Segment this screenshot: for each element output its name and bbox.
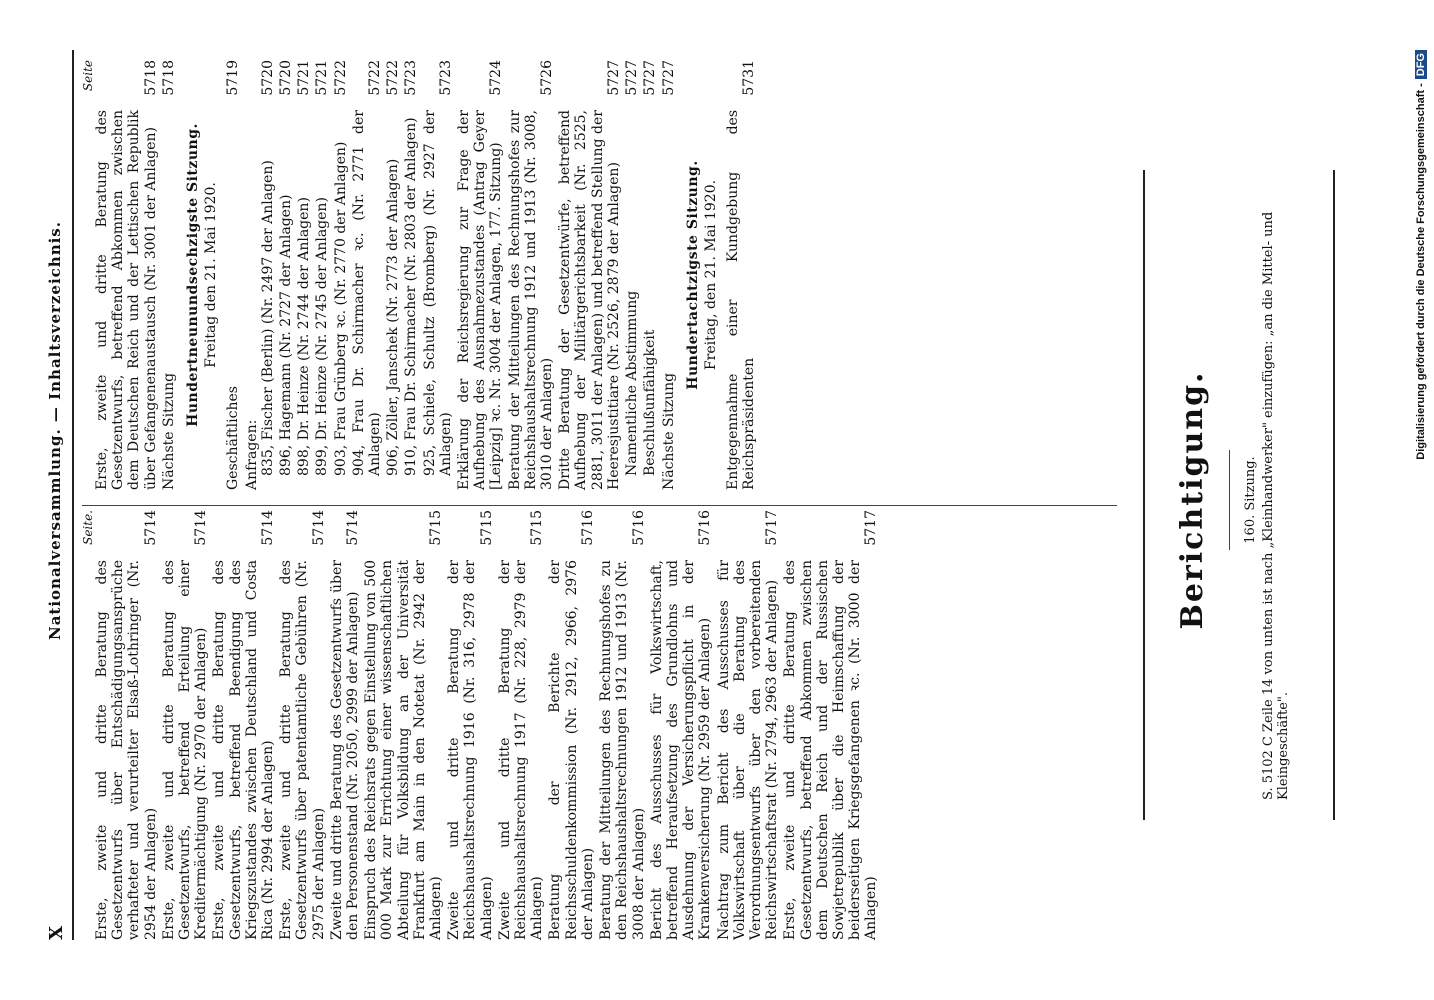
entry-text: Erste, zweite und dritte Beratung des Gesetzentwurfs, betreffend Abkommen zwischen dem Deutschen Reich und der Russischen Sowjetrepublik über die Heimschaffung der beiderseitigen Kriegsgefangenen ꝛc. (Nr. 3000 der Anlagen) — [782, 560, 880, 940]
entry-text: 904, Frau Dr. Schirmacher ꝛc. (Nr. 2771 der Anlagen) — [350, 110, 384, 476]
anfragen-label: Anfragen: — [243, 419, 260, 490]
entry-text: Erste, zweite und dritte Beratung des Gesetzentwurfs über patentamtliche Gebühren (Nr. 2975 der Anlagen) — [278, 560, 327, 940]
berichtigung-note: S. 5102 C Zeile 14 von unten ist nach „Kleinhandwerker" einzufügen: „an die Mittel- und Kleingeschäfte". — [1261, 211, 1291, 800]
entry-text: 903, Frau Grünberg ꝛc. (Nr. 2770 der Anlagen) — [332, 141, 349, 476]
entry-page: 5721 — [314, 60, 331, 96]
entry-page: 5731 — [741, 60, 758, 96]
session-169-heading: Hundertneunundsechzigste Sitzung. — [185, 123, 202, 427]
toc-entry — [497, 510, 546, 940]
entry-text: Nächste Sitzung — [160, 372, 177, 490]
entry-text: 898, Dr. Heinze (Nr. 2744 der Anlagen) — [296, 197, 313, 476]
toc-entry — [422, 60, 454, 490]
left-entries — [94, 510, 880, 940]
entry-page: 5714 — [142, 510, 159, 546]
session-169-date: Freitag den 21. Mai 1920. — [203, 182, 220, 368]
toc-entry — [363, 510, 444, 940]
right-column — [80, 60, 1120, 490]
left-column — [80, 510, 1120, 940]
entry-text: Zweite und dritte Beratung der Reichshaushaltsrechnung 1916 (Nr. 316, 2978 der Anlagen) — [446, 560, 495, 940]
entry-page: 5720 — [259, 60, 276, 96]
entry-page: 5716 — [579, 510, 596, 546]
entry-text: Zweite und dritte Beratung des Gesetzentwurfs über den Personenstand (Nr. 2050, 2999 der Anlagen) — [328, 560, 362, 940]
toc-entry — [403, 60, 419, 490]
entry-text: Dritte Beratung der Gesetzentwürfe, betreffend Aufhebung der Militärgerichtsbarkeit (Nr. 2525, 2881, 3011 der Anlagen) und betreffend Stellung der Heeresjustitiare (Nr. 2526, 2879 der Anlagen) — [557, 110, 622, 490]
entry-page: 5714 — [193, 510, 210, 546]
entry-page: 5726 — [539, 60, 556, 96]
entry-page: 5716 — [630, 510, 647, 546]
entry-text: Nachtrag zum Bericht des Ausschusses für Volkswirtschaft über die Beratung des Verordnungsentwurfs über den vorbereitenden Reichswirtschaftsrat (Nr. 2794, 2963 der Anlagen) — [715, 560, 781, 940]
page-number: X — [46, 926, 67, 940]
toc-entry — [161, 60, 177, 490]
seite-label-right: Seite — [81, 60, 95, 92]
entry-page: 5722 — [332, 60, 349, 96]
toc-entry — [716, 510, 781, 940]
entry-text: Erste, zweite und dritte Beratung des Gesetzentwurfs, betreffend Erteilung einer Kreditermächtigung (Nr. 2970 der Anlagen) — [160, 560, 210, 940]
entry-page: 5727 — [660, 60, 677, 96]
entry-page: 5716 — [697, 510, 714, 546]
entry-text: Erklärung der Reichsregierung zur Frage der Aufhebung des Ausnahmezustandes (Antrag Geyer [Leipzig] ꝛc. Nr. 3004 der Anlagen, 177. Sitzung) — [456, 110, 505, 490]
entry-text: 899, Dr. Heinze (Nr. 2745 der Anlagen) — [314, 197, 331, 476]
running-title: Nationalversammlung. — Inhaltsverzeichnis. — [46, 221, 64, 640]
entry-text: Nächste Sitzung — [660, 372, 677, 490]
entry-page: 5715 — [428, 510, 445, 546]
entry-page: 5723 — [403, 60, 420, 96]
right-top-entries — [94, 60, 177, 490]
berichtigung-rule-top — [1143, 170, 1145, 820]
entry-text: Geschäftliches — [225, 386, 242, 490]
toc-entry — [333, 60, 349, 490]
berichtigung-sitzung: 160. Sitzung. — [1243, 456, 1258, 544]
session-180-date: Freitag, den 21. Mai 1920. — [702, 179, 719, 371]
entry-text: 910, Frau Dr. Schirmacher (Nr. 2803 der Anlagen) — [403, 117, 420, 476]
toc-entry — [278, 510, 327, 940]
berichtigung-rule-mid — [1229, 450, 1230, 550]
toc-entry — [296, 60, 312, 490]
session-180-heading: Hundertachtzigste Sitzung. — [684, 160, 701, 390]
toc-entry — [260, 60, 276, 490]
toc-entry — [314, 60, 330, 490]
entry-page: 5727 — [605, 60, 622, 96]
entry-text: Namentliche Abstimmung — [624, 290, 641, 476]
toc-entry — [547, 510, 596, 940]
entry-text: Zweite und dritte Beratung der Reichshaushaltsrechnung 1917 (Nr. 228, 2979 der Anlagen) — [496, 560, 546, 940]
toc-entry — [278, 60, 294, 490]
toc-entry — [94, 60, 159, 490]
toc-entry — [446, 510, 495, 940]
entry-page: 5722 — [367, 60, 384, 96]
anfragen-list — [260, 60, 454, 490]
entry-text: 835, Fischer (Berlin) (Nr. 2497 der Anlagen) — [259, 160, 276, 476]
column-divider — [82, 505, 1117, 506]
session-180-entries — [725, 60, 757, 490]
entry-page: 5717 — [863, 510, 880, 546]
entry-text: Beratung der Berichte der Reichsschuldenkommission (Nr. 2912, 2966, 2976 der Anlagen) — [547, 560, 596, 940]
entry-text: Bericht des Ausschusses für Volkswirtschaft, betreffend Heraufsetzung des Grundlohns und Ausdehnung der Versicherungspflicht in der Krankenversicherung (Nr. 2959 der Anlagen) — [648, 560, 714, 940]
entry-text: Erste, zweite und dritte Beratung des Gesetzentwurfs, betreffend Beendigung des Kriegszustandes zwischen Deutschland und Costa Rica (Nr. 2994 der Anlagen) — [211, 560, 277, 940]
entry-page: 5718 — [160, 60, 177, 96]
toc-entry — [507, 60, 556, 490]
session-169-entries — [456, 60, 677, 490]
toc-entry — [557, 60, 622, 490]
entry-text: Beratung der Mitteilungen des Rechnungshofes zu den Reichshaushaltsrechnungen 1912 und 1913 (Nr. 3008 der Anlagen) — [598, 560, 647, 940]
toc-entry — [211, 510, 276, 940]
toc-entry — [598, 510, 647, 940]
header-rule — [72, 50, 74, 940]
entry-page: 5714 — [345, 510, 362, 546]
digitization-credit — [1415, 0, 1427, 1000]
entry-page: 5723 — [437, 60, 454, 96]
entry-page: 5722 — [385, 60, 402, 96]
entry-page: 5727 — [624, 60, 641, 96]
toc-entry — [661, 60, 677, 490]
entry-page: 5714 — [310, 510, 327, 546]
entry-text: 896, Hagemann (Nr. 2727 der Anlagen) — [278, 194, 295, 476]
entry-page: 5715 — [529, 510, 546, 546]
entry-text: Erste, zweite und dritte Beratung des Gesetzentwurfs, betreffend Abkommen zwischen dem Deutschen Reich und der Lettischen Republik über Gefangenenaustausch (Nr. 3001 der Anlagen) — [94, 110, 159, 490]
entry-text: Beschlußunfähigkeit — [642, 329, 659, 476]
seite-label: Seite. — [81, 510, 95, 545]
entry-page: 5721 — [296, 60, 313, 96]
dfg-logo: DFG — [1415, 50, 1427, 79]
toc-entry — [351, 60, 383, 490]
entry-page: 5719 — [225, 60, 242, 96]
entry-page: 5720 — [278, 60, 295, 96]
toc-entry — [456, 60, 505, 490]
toc-entry — [329, 510, 361, 940]
entry-text: Einspruch des Reichsrats gegen Einstellung von 500 000 Mark zur Errichtung einer wissenschaftlichen Abteilung für Volksbildung an der Universität Frankfurt am Main in den Notetat (Nr. 2942 der Anlagen) — [363, 560, 445, 940]
entry-page: 5717 — [764, 510, 781, 546]
page-header — [42, 50, 70, 940]
entry-text: Entgegennahme einer Kundgebung des Reichspräsidenten — [725, 110, 758, 490]
berichtigung-title: Berichtigung. — [1175, 370, 1210, 630]
toc-entry — [782, 510, 879, 940]
entry-page: 5714 — [260, 510, 277, 546]
entry-text: Erste, zweite und dritte Beratung des Gesetzentwurfs über Entschädigungsansprüche verhafteter und verurteilter Elsaß-Lothringer (Nr. 2954 der Anlagen) — [94, 560, 159, 940]
toc-entry — [385, 60, 401, 490]
toc-entry — [161, 510, 210, 940]
toc-entry — [725, 60, 757, 490]
entry-text: 925, Schiele, Schultz (Bromberg) (Nr. 2927 der Anlagen) — [421, 110, 454, 476]
entry-text: 906, Zöller, Janschek (Nr. 2773 der Anlagen) — [385, 158, 402, 476]
entry-text: Beratung der Mitteilungen des Rechnungshofes zur Reichshaushaltsrechnung 1912 und 1913 (Nr. 3008, 3010 der Anlagen) — [506, 110, 556, 490]
geschaeftliches-entry — [225, 60, 241, 490]
entry-page: 5727 — [642, 60, 659, 96]
toc-entry — [94, 510, 159, 940]
toc-entry — [624, 60, 640, 490]
credit-text: Digitalisierung gefördert durch die Deutsche Forschungsgemeinschaft - — [1415, 83, 1427, 460]
berichtigung-rule-bottom — [1333, 170, 1335, 820]
toc-entry — [649, 510, 714, 940]
toc-entry — [642, 60, 658, 490]
entry-page: 5715 — [478, 510, 495, 546]
entry-page: 5724 — [488, 60, 505, 96]
entry-page: 5718 — [142, 60, 159, 96]
